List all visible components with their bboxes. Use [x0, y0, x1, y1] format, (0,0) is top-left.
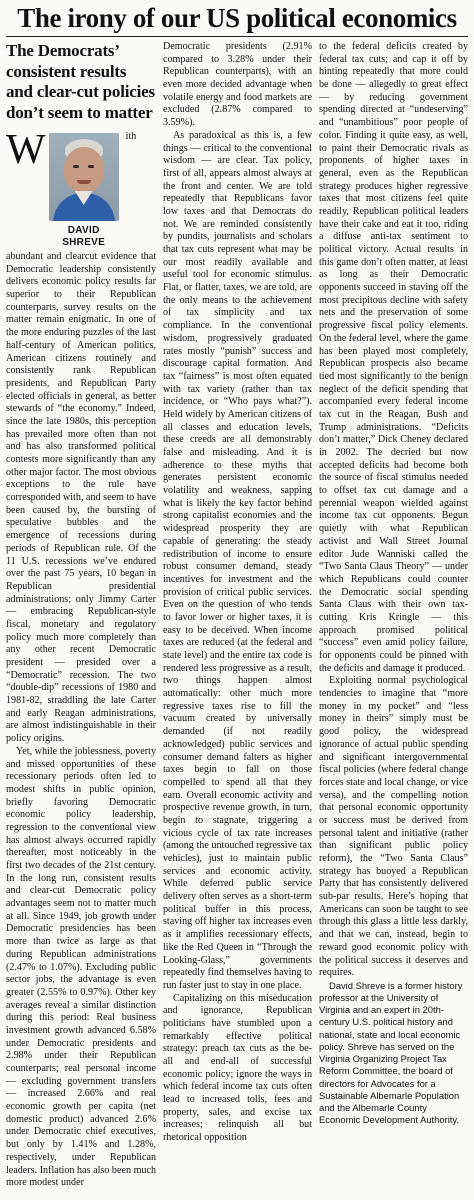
paragraph: [6, 127, 156, 746]
author-photo: [49, 133, 119, 221]
byline-last: SHREVE: [62, 237, 106, 248]
paragraph: As paradoxical as this is, a few things — critical to the conventional wisdom — are clear. Tax policy, first of all, appears almost always at the front and center. We are told repeatedly that Republicans favor low taxes and that Democrats do not. We are reminded consistently by pundits, journalists and scholars that tax cuts represent what may be our most readily available and useful tool for economic stimulus. Flat, or flatter, taxes, we are told, are the only means to the achievement of tax simplicity and tax compliance. In the conventional wisdom, progressively graduated rates mostly “punish” success and discourage capital formation. And tax “fairness” is most often equated with tax variety (rather than tax incidence, or “Who pays what?”). Held widely by American citizens of all classes and education levels, these creeds are all demonstrably false and misleading. And it is adherence to these myths that generates persistent economic volatility and weakness, sapping what is likely the key factor behind strong capitalist economies and the widespread prosperity they are capable of generating: the steady redistribution of income to ensure robust consumer demand, steady incentives for investment and the provision of critical public services. Even on the question of who tends to favor lower or higher taxes, it is easy to be deceived. When income taxes are reduced (at the federal and state level) and the entire tax code is rendered less progressive as a result, two things happen almost automatically: other much more regressive taxes rise to fill the vacuum created by universally demanded (if not readily acknowledged) public services and consumer demand falters as higher taxes begin to fall on those compelled to spend all that they earn. Overall economic activity and prospective revenue growth, in turn, begin to stagnate, triggering a vicious cycle of tax rate increases (among the untouched regressive tax vehicles), just to maintain public services and economic activity. While deferred public service delivery often serves as a short-term political buffer in this process, staving off higher tax increases even as it amplifies recessionary effects, like the Red Queen in “Through the Looking-Glass,” governments repeatedly find themselves having to run faster just to stay in one place.: [163, 129, 312, 991]
column-1: [6, 41, 156, 1190]
byline: [49, 225, 119, 249]
paragraph: Yet, while the joblessness, poverty and missed opportunities of these recessionary periods often led to modest shifts in public opinion, briefly favoring Democratic economic policy leadership, regression to the conventional view has almost always occurred rapidly thereafter, most noticeably in the first two decades of the 21st century. In the long run, consistent results and clear-cut Democratic policy advantages seem not to matter much at all. Since 1949, job growth under Democratic presidencies has been more than twice as large as that during Republican administrations (2.47% to 1.07%). Excluding public sector jobs, the advantage is even greater (2.55% to 0.97%). Other key averages reveal a similar distinction during this period: Real business investment growth advanced 6.58% under Democratic presidents and 2.98% under their Republican counterparts; real personal income — excluding government transfers — increased 2.66% and real economic growth per capita (net domestic product) advanced 2.6% under Democratic chief executives, but only by 1.41% and 1.28%, respectively, under Republican leaders. Inflation has also been much more modest under: [6, 745, 156, 1189]
paragraph: Exploiting normal psychological tendencies to imagine that “more money in my pocket” and “less money in theirs” simply must be good policy, the widespread ignorance of actual public spending and significant intergovernmental fiscal policies (where federal change forces state and local change, or vice versa), and the compelling notion that personal economic opportunity or success must be derived from personal talent and initiative (rather than significant public policy reform), the “Two Santa Claus” strategy has buoyed a Republican Party that has consistently delivered sub-par results. Here’s hoping that Americans can soon be taught to see through this glass a little less darkly, and that we can, instead, begin to reward good economic policy with the political success it deserves and requires.: [319, 675, 468, 979]
author-bio: David Shreve is a former history professor at the University of Virginia and an expert in 20th-century U.S. political history and national, state and local economic policy. Shreve has served on the Virginia Organizing Project Tax Reform Committee, the board of directors for Advocates for a Sustainable Albemarle Population and the Albemarle County Economic Development Authority.: [319, 979, 463, 1126]
byline-first: DAVID: [67, 225, 100, 236]
article-body: [6, 41, 468, 1190]
paragraph: to the federal deficits created by federal tax cuts; and cap it off by hinting repeatedly that more could be done — allegedly to great effect — by reducing government spending directed at “undeserving” and “unambitious” poor people of color. Finding it quite easy, as well, to paint their Democratic rivals as proponents of higher taxes in general, even as the Republican strategy produces higher regressive taxes that most citizens feel quite readily, Republican political leaders have their cake and eat it too, riding a diffuse anti-tax sentiment to political victory. Actual results in this game don’t often matter, at least as long as their Democratic opponents succeed in staving off the most precipitous decline with safety nets and the preservation of some progressive fiscal policy elements. On the federal level, where the game has been played most completely, Republican prospects also became tied most significantly to the benign neglect of the deficit spending that accompanied every federal income tax cut in the Reagan, Bush and Trump administrations. “Deficits don’t matter,” Dick Cheney declared in 2002. The decried but now accepted deficits had become both the source of fiscal stimulus needed to offset tax cut damage and a perennial weapon wielded against income tax cut opponents. Begun quietly with what Republican activist and Wall Street Journal editor Jude Wanniski called the “Two Santa Claus Theory” — under which Republicans could counter the Democratic social spending Santa Claus with their own tax-cutting Kris Kringle — this approach promised political “success” even amid policy failure, for opponents could be pinned with the deficits and damage it produced.: [319, 41, 468, 674]
paragraph: Democratic presidents (2.91% compared to 3.28% under their Republican counterparts), with an even more decided advantage when volatile energy and food markets are excluded (2.87% compared to 3.59%).: [163, 41, 312, 129]
column-2: [163, 41, 312, 1190]
paragraph: Capitalizing on this miseducation and ignorance, Republican politicians have stumbled upon a remarkably effective political strategy: preach tax cuts as the be-all and end-all of successful economic policy; ignore the ways in which federal income tax cuts often lead to increased tolls, fees and property, sales, and excise tax increases; relinquish all but rhetorical opposition: [163, 992, 312, 1144]
deck: The Democrats’ consistent results and clear-cut policies don’t seem to matter: [6, 41, 155, 122]
paragraph-text: ith abundant and clearcut evidence that Democratic leadership consistently delivers economic policy results far superior to their Republican counterparts, survey results on the matter remain enigmatic. In one of the more enduring puzzles of the last half-century of American politics, American citizens routinely and consistently rank Republican presidents, and Republican Party elected officials in general, as better stewards of “the economy.” Indeed, since the late 1980s, this perception has prevailed more often than not and has also transformed political contests more significantly than any other major factor. The most obvious exceptions to the rule have corresponded with, and seem to have been caused by, the bursting of speculative bubbles and the emergence of recessions during periods of Republican rule. Of the 11 U.S. recessions we’ve endured over the past 75 years, 10 began in Republican presidential administrations; only Jimmy Carter — embracing Republican-style fiscal, monetary and regulatory policy much more completely than any other recent Democratic president — presided over a “Democratic” recession. The two “double-dip” recessions of 1980 and 1981-82, straddling the late Carter and early Reagan administrations, are almost indistinguishable in their policy origins.: [6, 131, 156, 745]
columnist-mugshot: [49, 133, 119, 249]
headline: The irony of our US political economics: [17, 3, 457, 33]
drop-cap: W: [6, 127, 46, 173]
headline-rule: [6, 36, 468, 37]
column-3: [319, 41, 468, 1190]
